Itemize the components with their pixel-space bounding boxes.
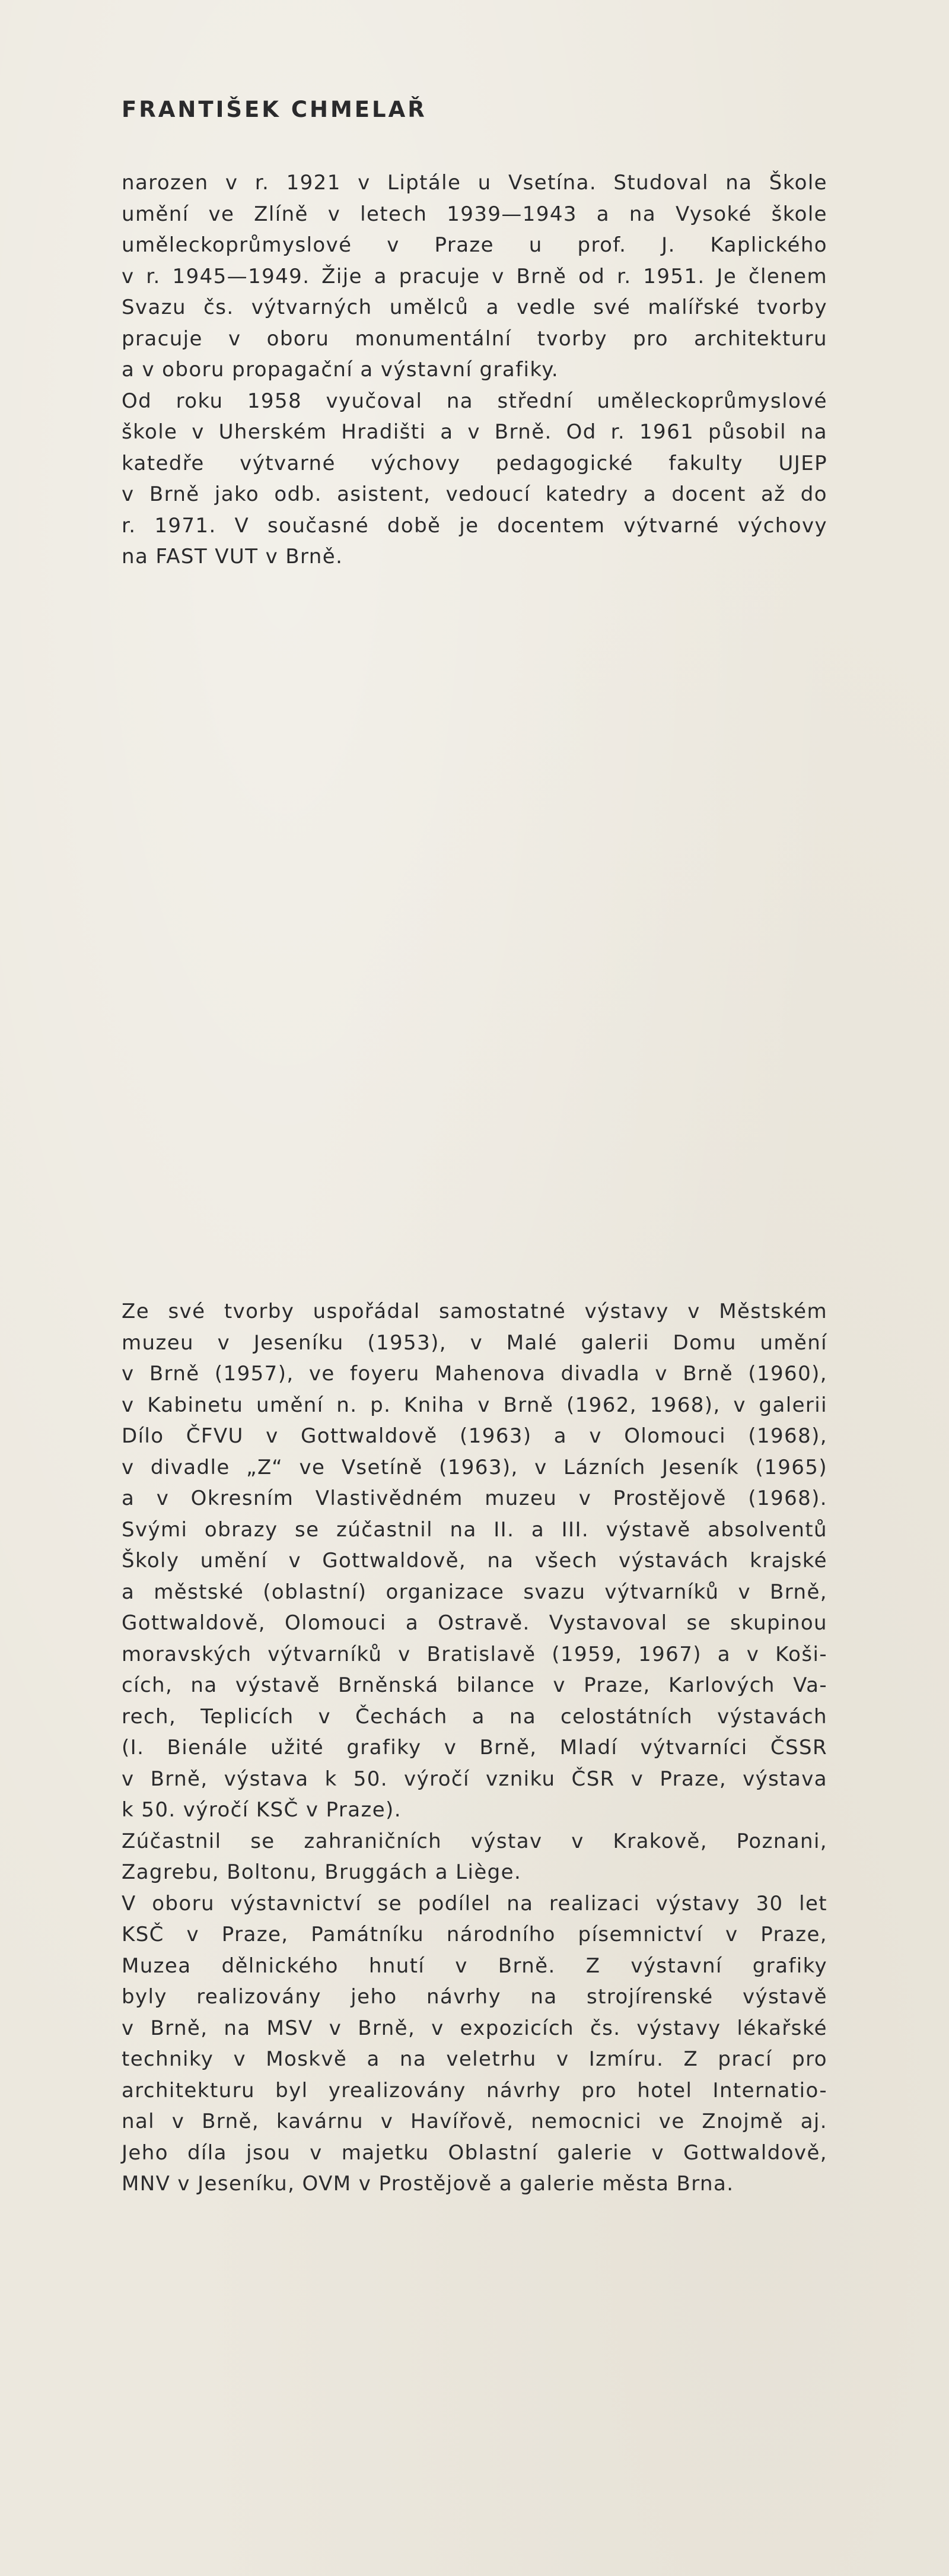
text-line: Zagrebu, Boltonu, Bruggách a Liège. [122,1860,522,1884]
text-line: V oboru výstavnictví se podílel na realizaci výstavy 30 let [122,1891,827,1916]
text-line: nal v Brně, kavárnu v Havířově, nemocnici ve Znojmě aj. [122,2110,827,2133]
text-line: v r. 1945—1949. Žije a pracuje v Brně od r. 1951. Je členem [122,264,827,288]
text-line: Zúčastnil se zahraničních výstav v Krakově, Poznani, [122,1829,827,1853]
exhibitions-paragraph [122,1296,827,2200]
text-line: uměleckoprůmyslové v Praze u prof. J. Kaplického [122,233,827,257]
text-line: Jeho díla jsou v majetku Oblastní galerie v Gottwaldově, [122,2140,827,2165]
text-line: Svazu čs. výtvarných umělců a vedle své malířské tvorby [122,296,827,319]
text-line: v Brně, na MSV v Brně, v expozicích čs. výstavy lékařské [122,2016,827,2040]
text-line: k 50. výročí KSČ v Praze). [122,1798,402,1822]
text-line: byly realizovány jeho návrhy na strojírenské výstavě [122,1985,827,2009]
text-line: v Kabinetu umění n. p. Kniha v Brně (1962, 1968), v galerii [122,1393,827,1417]
text-line: (I. Bienále užité grafiky v Brně, Mladí výtvarníci ČSSR [122,1736,827,1759]
text-line: Muzea dělnického hnutí v Brně. Z výstavní grafiky [122,1954,827,1978]
text-line: v Brně (1957), ve foyeru Mahenova divadla v Brně (1960), [122,1362,827,1386]
text-line: MNV v Jeseníku, OVM v Prostějově a galerie města Brna. [122,2172,734,2196]
text-line: rech, Teplicích v Čechách a na celostátních výstavách [122,1704,827,1729]
text-line: r. 1971. V současné době je docentem výtvarné výchovy [122,513,827,538]
text-line: muzeu v Jeseníku (1953), v Malé galerii Domu umění [122,1330,827,1355]
text-line: Ze své tvorby uspořádal samostatné výstavy v Městském [122,1300,827,1323]
text-line: v divadle „Z“ ve Vsetíně (1963), v Lázních Jeseník (1965) [122,1455,827,1479]
text-line: a městské (oblastní) organizace svazu výtvarníků v Brně, [122,1580,827,1604]
text-line: pracuje v oboru monumentální tvorby pro architekturu [122,326,827,351]
text-line: Gottwaldově, Olomouci a Ostravě. Vystavoval se skupinou [122,1611,827,1635]
text-line: Svými obrazy se zúčastnil na II. a III. výstavě absolventů [122,1517,827,1542]
text-line: umění ve Zlíně v letech 1939—1943 a na Vysoké škole [122,202,827,226]
text-line: škole v Uherském Hradišti a v Brně. Od r. 1961 působil na [122,420,827,444]
text-line: techniky v Moskvě a na veletrhu v Izmíru. Z prací pro [122,2047,827,2071]
text-line: a v oboru propagační a výstavní grafiky. [122,358,559,382]
text-line: na FAST VUT v Brně. [122,545,343,568]
text-line: a v Okresním Vlastivědném muzeu v Prostějově (1968). [122,1486,827,1510]
text-line: architekturu byl yrealizovány návrhy pro hotel Internatio- [122,2078,827,2102]
text-line: moravských výtvarníků v Bratislavě (1959, 1967) a v Koši- [122,1642,827,1666]
text-line: katedře výtvarné výchovy pedagogické fakulty UJEP [122,451,827,475]
text-line: cích, na výstavě Brněnská bilance v Praze, Karlových Va- [122,1673,827,1697]
biography-paragraph [122,167,827,573]
text-line: Dílo ČFVU v Gottwaldově (1963) a v Olomouci (1968), [122,1424,827,1448]
artist-name-heading: FRANTIŠEK CHMELAŘ [122,97,427,122]
text-line: Od roku 1958 vyučoval na střední uměleckoprůmyslové [122,389,827,413]
text-line: narozen v r. 1921 v Liptále u Vsetína. Studoval na Škole [122,171,827,195]
text-line: v Brně jako odb. asistent, vedoucí katedry a docent až do [122,482,827,506]
text-line: Školy umění v Gottwaldově, na všech výstavách krajské [122,1549,827,1573]
text-line: v Brně, výstava k 50. výročí vzniku ČSR v Praze, výstava [122,1767,827,1791]
text-line: KSČ v Praze, Památníku národního písemnictví v Praze, [122,1923,827,1946]
